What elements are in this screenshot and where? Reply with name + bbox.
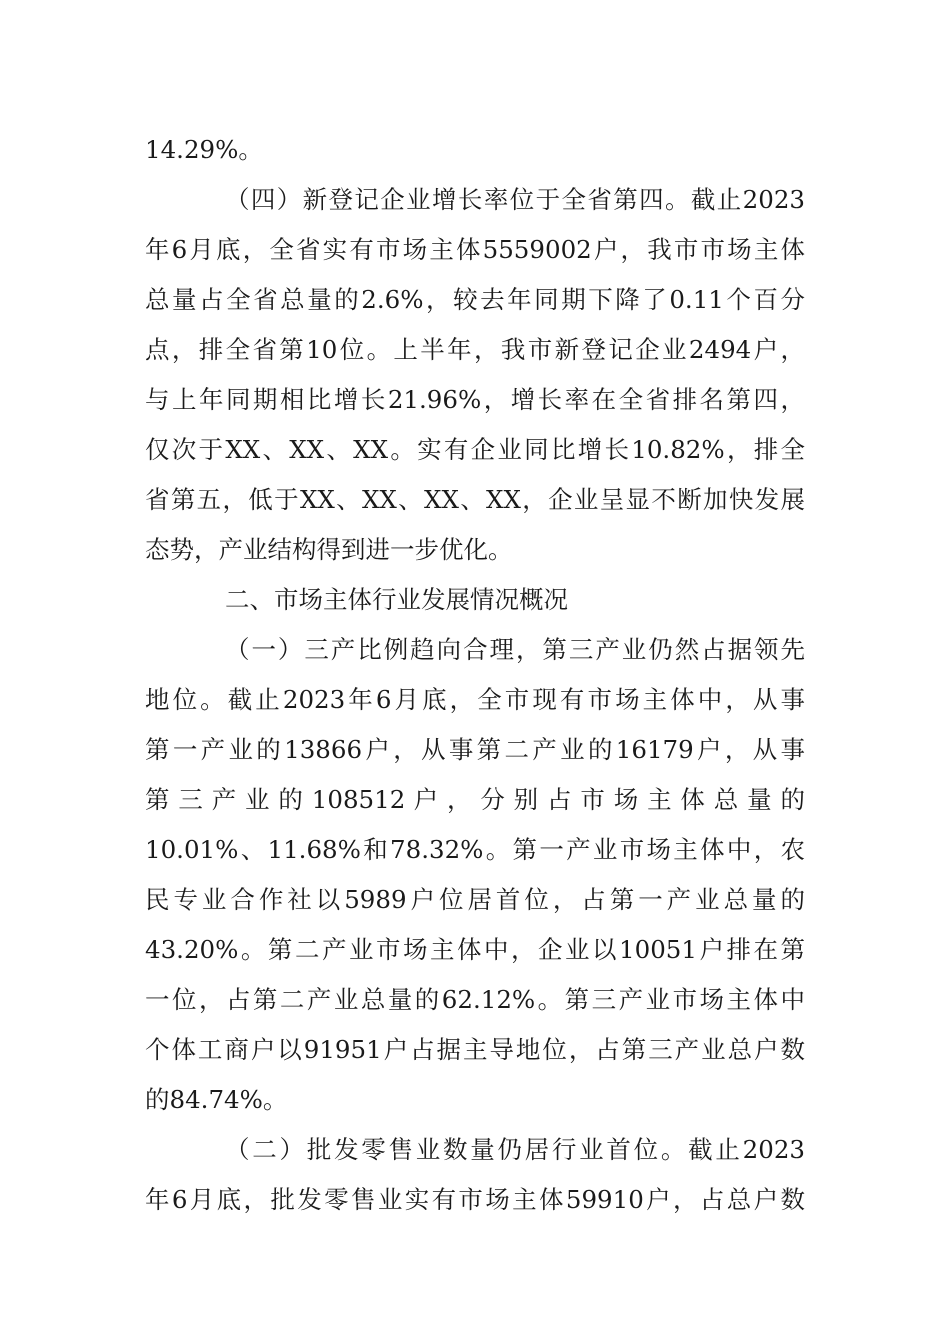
text-line: 省第五，低于XX、XX、XX、XX，企业呈显不断加快发展 [145,485,805,514]
text-line: 10.01%、11.68%和78.32%。第一产业市场主体中，农 [145,835,805,864]
text-line: 第一产业的13866户，从事第二产业的16179户，从事 [145,735,805,764]
text-line: 地位。截止2023年6月底，全市现有市场主体中，从事 [145,685,805,714]
section-heading: 二、市场主体行业发展情况概况 [225,585,568,614]
text-line: 14.29%。 [145,135,263,164]
text-line: 43.20%。第二产业市场主体中，企业以10051户排在第 [145,935,805,964]
text-line: 一位，占第二产业总量的62.12%。第三产业市场主体中 [145,985,805,1014]
text-line: 态势，产业结构得到进一步优化。 [145,535,513,564]
text-line: 仅次于XX、XX、XX。实有企业同比增长10.82%，排全 [145,435,805,464]
text-line: 第 三 产 业 的 108512 户 ， 分 别 占 市 场 主 体 总 量 的 [145,785,805,814]
text-line: 年6月底，批发零售业实有市场主体59910户，占总户数 [145,1185,805,1214]
text-line: 的84.74%。 [145,1085,288,1114]
text-line: 个体工商户以91951户占据主导地位，占第三产业总户数 [145,1035,805,1064]
text-line: 与上年同期相比增长21.96%，增长率在全省排名第四， [145,385,805,414]
paragraph-1-first-line: （一）三产比例趋向合理，第三产业仍然占据领先 [225,635,805,664]
text-line: 民专业合作社以5989户位居首位，占第一产业总量的 [145,885,805,914]
text-line: 总量占全省总量的2.6%，较去年同期下降了0.11个百分 [145,285,805,314]
text-line: 点，排全省第10位。上半年，我市新登记企业2494户， [145,335,805,364]
text-line: 年6月底，全省实有市场主体5559002户，我市市场主体 [145,235,805,264]
paragraph-4-first-line: （四）新登记企业增长率位于全省第四。截止2023 [225,185,805,214]
paragraph-2-first-line: （二）批发零售业数量仍居行业首位。截止2023 [225,1135,805,1164]
